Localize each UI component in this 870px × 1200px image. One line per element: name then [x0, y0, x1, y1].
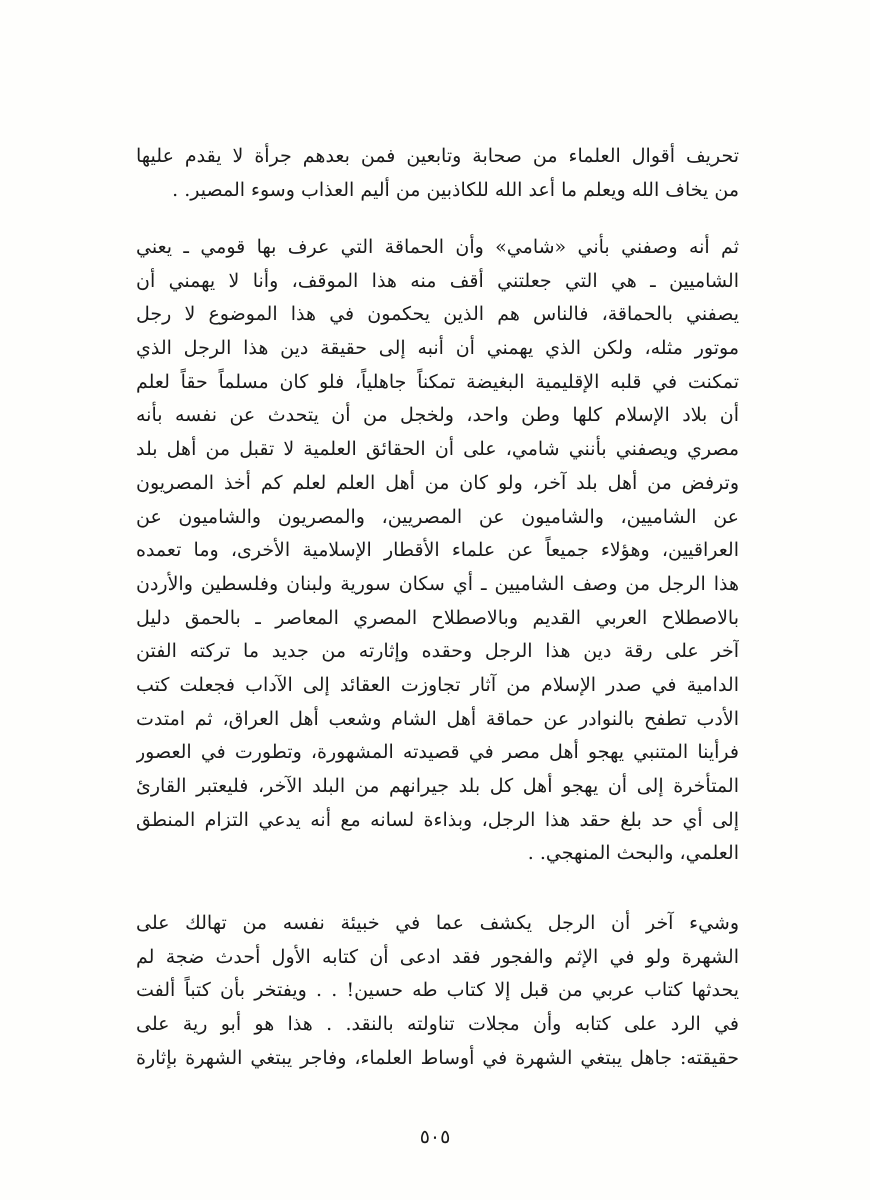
text-line: الشهرة ولو في الإثم والفجور فقد ادعى أن كتابه الأول أحدث ضجة لم: [136, 945, 739, 968]
text-line: آخر على رقة دين هذا الرجل وحقده وإثارته من جديد ما تركته الفتن: [136, 640, 739, 663]
text-line: وترفض من أهل بلد آخر، ولو كان من أهل العلم لعلم كم أخذ المصريون: [136, 471, 739, 494]
text-line: الدامية في صدر الإسلام من آثار تجاوزت العقائد إلى الآداب فجعلت كتب: [136, 673, 739, 696]
paragraph-2: [136, 231, 739, 871]
text-line: مصري ويصفني بأنني شامي، على أن الحقائق العلمية لا تقبل من أهل بلد: [136, 438, 739, 461]
text-line: تمكنت في قلبه الإقليمية البغيضة تمكناً جاهلياً، فلو كان مسلماً حقاً لعلم: [136, 370, 739, 393]
text-line: أن بلاد الإسلام كلها وطن واحد، ولخجل من أن يتحدث عن نفسه بأنه: [136, 404, 739, 427]
paragraph-3: [136, 907, 739, 1075]
text-line: الأدب تطفح بالنوادر عن حماقة أهل الشام وشعب أهل العراق، ثم امتدت: [136, 707, 739, 730]
text-line: فرأينا المتنبي يهجو أهل مصر في قصيدته المشهورة، وتطورت في العصور: [136, 741, 739, 764]
text-line: يصفني بالحماقة، فالناس هم الذين يحكمون في هذا الموضوع لا رجل: [136, 303, 739, 326]
text-line: المتأخرة إلى أن يهجو أهل كل بلد جيرانهم من البلد الآخر، فليعتبر القارئ: [136, 775, 739, 797]
text-line: العراقيين، وهؤلاء جميعاً عن علماء الأقطار الإسلامية الأخرى، وما تعمده: [136, 539, 739, 562]
text-line: تحريف أقوال العلماء من صحابة وتابعين فمن بعدهم جرأة لا يقدم عليها: [136, 145, 739, 167]
text-line: في الرد على كتابه وأن مجلات تناولته بالنقد. . هذا هو أبو رية على: [136, 1013, 739, 1036]
text-line: حقيقته: جاهل يبتغي الشهرة في أوساط العلماء، وفاجر يبتغي الشهرة بإثارة: [136, 1046, 739, 1069]
page-number: ٥٠٥: [419, 1126, 451, 1148]
text-line: ثم أنه وصفني بأني «شامي» وأن الحماقة التي عرف بها قومي ـ يعني: [136, 236, 739, 258]
text-line: يحدثها كتاب عربي من قبل إلا كتاب طه حسين! . . ويفتخر بأن كتباً ألفت: [136, 979, 739, 1002]
paragraph-1: [136, 140, 739, 207]
text-line: هذا الرجل من وصف الشاميين ـ أي سكان سورية ولبنان وفلسطين والأردن: [136, 572, 739, 595]
text-line: إلى أي حد بلغ حقد هذا الرجل، وبذاءة لسانه مع أنه يدعي التزام المنطق: [136, 808, 739, 831]
text-line: من يخاف الله ويعلم ما أعد الله للكاذبين من أليم العذاب وسوء المصير. .: [172, 178, 739, 201]
text-line: عن الشاميين، والشاميون عن المصريين، والمصريون والشاميون عن: [136, 505, 739, 528]
text-line: موتور مثله، ولكن الذي يهمني أن أنبه إلى حقيقة دين هذا الرجل الذي: [136, 337, 739, 360]
text-line: الشاميين ـ هي التي جعلتني أقف منه هذا الموقف، وأنا لا يهمني أن: [136, 269, 739, 292]
text-line: بالاصطلاح العربي القديم وبالاصطلاح المصري المعاصر ـ بالحمق دليل: [136, 606, 739, 629]
text-line: وشيء آخر أن الرجل يكشف عما في خبيئة نفسه من تهالك على: [136, 912, 739, 934]
text-line: العلمي، والبحث المنهجي. .: [527, 842, 739, 865]
